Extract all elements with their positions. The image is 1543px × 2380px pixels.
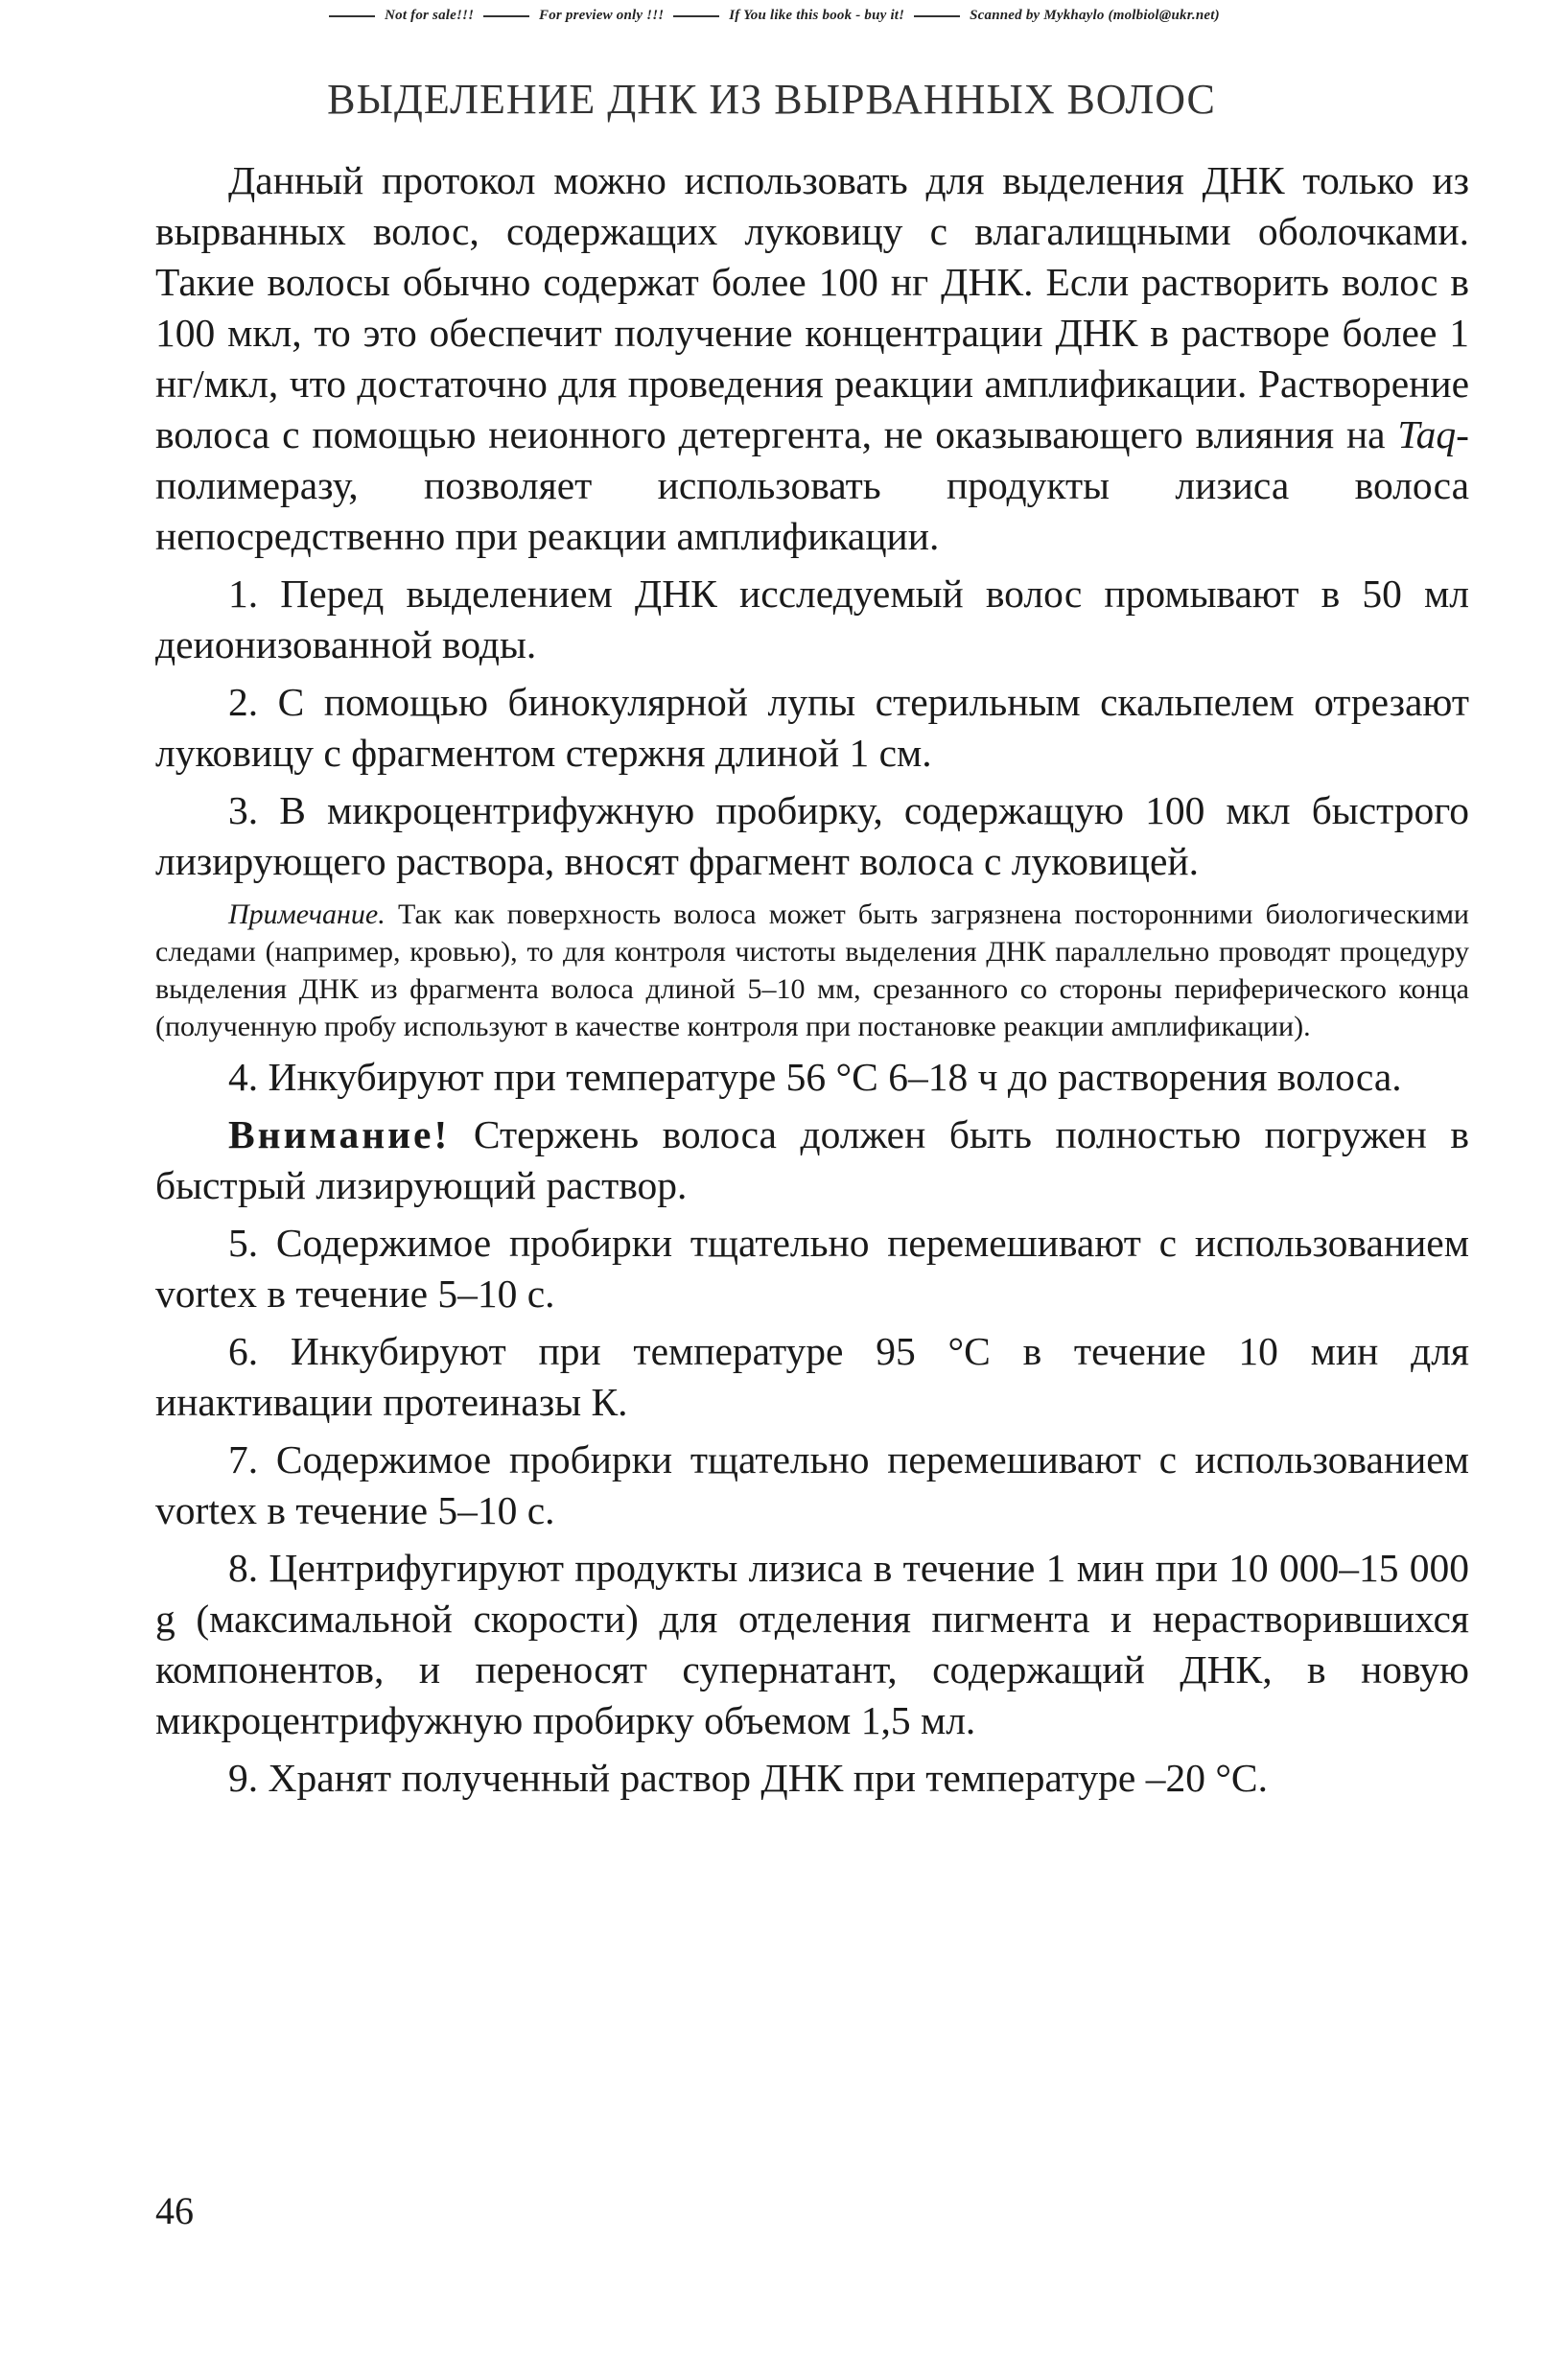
- page-number: 46: [155, 2189, 194, 2232]
- step-8: 8. Центрифугируют продукты лизиса в течение 1 мин при 10 000–15 000 g (максимальной скорости) для отделения пигмента и нерастворившихся компонентов, и переносят супернатант, содержащий ДНК, в новую микроцентрифужную пробирку объемом 1,5 мл.: [155, 1546, 1469, 1742]
- watermark-text-2: For preview only !!!: [539, 8, 665, 23]
- intro-text-after: -полимеразу, позволяет использовать продукты лизиса волоса непосредственно при реакции амплификации.: [155, 412, 1469, 558]
- step-1: 1. Перед выделением ДНК исследуемый волос промывают в 50 мл деионизованной воды.: [155, 572, 1469, 666]
- watermark-text-4: Scanned by Mykhaylo (molbiol@ukr.net): [970, 8, 1220, 23]
- intro-text-before: Данный протокол можно использовать для выделения ДНК только из вырванных волос, содержащих луковицу с влагалищными оболочками. Такие волосы обычно содержат более 100 нг ДНК. Если растворить волос в 100 мкл, то это обеспечит получение концентрации ДНК в растворе более 1 нг/мкл, что достаточно для проведения реакции амплификации. Растворение волоса с помощью неионного детергента, не оказывающего влияния на: [155, 158, 1469, 456]
- watermark-divider: [483, 15, 529, 17]
- step-2: 2. С помощью бинокулярной лупы стерильным скальпелем отрезают луковицу с фрагментом стержня длиной 1 см.: [155, 680, 1469, 775]
- step-5: 5. Содержимое пробирки тщательно перемешивают с использованием vortex в течение 5–10 с.: [155, 1221, 1469, 1316]
- step-6: 6. Инкубируют при температуре 95 °С в течение 10 мин для инактивации протеиназы К.: [155, 1329, 1469, 1424]
- note-paragraph: [155, 896, 1469, 1045]
- watermark-text-3: If You like this book - buy it!: [729, 8, 905, 23]
- watermark-divider: [914, 15, 960, 17]
- warning-paragraph: [155, 1109, 1469, 1211]
- main-text: [155, 155, 1469, 1804]
- intro-paragraph: [155, 155, 1469, 562]
- watermark-divider: [673, 15, 719, 17]
- page-title: ВЫДЕЛЕНИЕ ДНК ИЗ ВЫРВАННЫХ ВОЛОС: [327, 76, 1216, 123]
- watermark-divider: [329, 15, 375, 17]
- intro-text-italic: Taq: [1397, 412, 1457, 456]
- step-7: 7. Содержимое пробирки тщательно перемешивают с использованием vortex в течение 5–10 с.: [155, 1437, 1469, 1532]
- scan-watermark: [0, 8, 1543, 24]
- note-label: Примечание.: [228, 898, 386, 930]
- warning-label: Внимание!: [228, 1112, 451, 1156]
- watermark-text-1: Not for sale!!!: [385, 8, 475, 23]
- step-9: 9. Хранят полученный раствор ДНК при температуре –20 °С.: [228, 1756, 1268, 1800]
- note-text: Так как поверхность волоса может быть загрязнена посторонними биологическими следами (например, кровью), то для контроля чистоты выделения ДНК параллельно проводят процедуру выделения ДНК из фрагмента волоса длиной 5–10 мм, срезанного со стороны периферического конца (полученную пробу используют в качестве контроля при постановке реакции амплификации).: [155, 898, 1469, 1042]
- step-3: 3. В микроцентрифужную пробирку, содержащую 100 мкл быстрого лизирующего раствора, вносят фрагмент волоса с луковицей.: [155, 788, 1469, 883]
- warning-text: Стержень волоса должен быть полностью погружен в быстрый лизирующий раствор.: [155, 1112, 1469, 1207]
- step-4: 4. Инкубируют при температуре 56 °С 6–18 ч до растворения волоса.: [228, 1055, 1402, 1099]
